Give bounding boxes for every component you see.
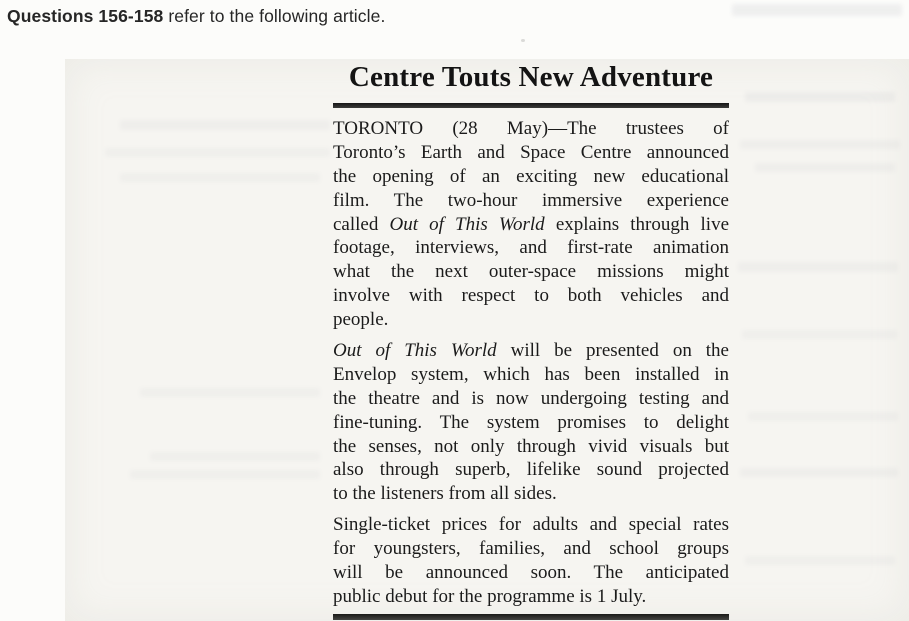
questions-header xyxy=(7,6,385,27)
text-line: also through superb, lifelike sound projected xyxy=(333,459,729,481)
text-line: film. The two-hour immersive experience xyxy=(333,189,729,211)
text-line: the senses, not only through vivid visuals but xyxy=(333,435,729,457)
text-line: what the next outer-space missions might xyxy=(333,261,729,283)
questions-header-rest: refer to the following article. xyxy=(163,6,386,26)
text-line: people. xyxy=(333,309,389,331)
text-line: Envelop system, which has been installed in xyxy=(333,363,729,385)
text-line: footage, interviews, and first-rate animation xyxy=(333,237,729,259)
article xyxy=(333,60,729,620)
article-paragraph xyxy=(333,513,729,609)
title-divider-rule xyxy=(333,103,729,108)
text-line: Toronto’s Earth and Space Centre announced xyxy=(333,141,729,163)
text-line: Single-ticket prices for adults and special rates xyxy=(333,514,729,536)
article-paragraph xyxy=(333,339,729,506)
article-bottom-rule xyxy=(333,614,729,620)
article-paragraphs xyxy=(333,117,729,609)
text-line: called Out of This World explains through live xyxy=(333,213,729,235)
text-line: to the listeners from all sides. xyxy=(333,483,557,505)
text-line: public debut for the programme is 1 July. xyxy=(333,585,647,607)
text-line: the theatre and is now undergoing testing and xyxy=(333,387,729,409)
text-line: involve with respect to both vehicles and xyxy=(333,285,729,307)
article-paragraph xyxy=(333,117,729,332)
text-line: the opening of an exciting new educational xyxy=(333,165,729,187)
article-title: Centre Touts New Adventure xyxy=(348,61,714,93)
text-line: fine-tuning. The system promises to delight xyxy=(333,411,729,433)
text-line: will be announced soon. The anticipated xyxy=(333,562,729,584)
text-line: for youngsters, families, and school groups xyxy=(333,538,729,560)
bleed-through-artifact xyxy=(732,4,902,16)
text-line: TORONTO (28 May)—The trustees of xyxy=(333,118,729,139)
questions-range-label: Questions 156-158 xyxy=(7,6,164,26)
text-line: Out of This World will be presented on the xyxy=(333,340,729,362)
scan-speck xyxy=(521,39,525,42)
